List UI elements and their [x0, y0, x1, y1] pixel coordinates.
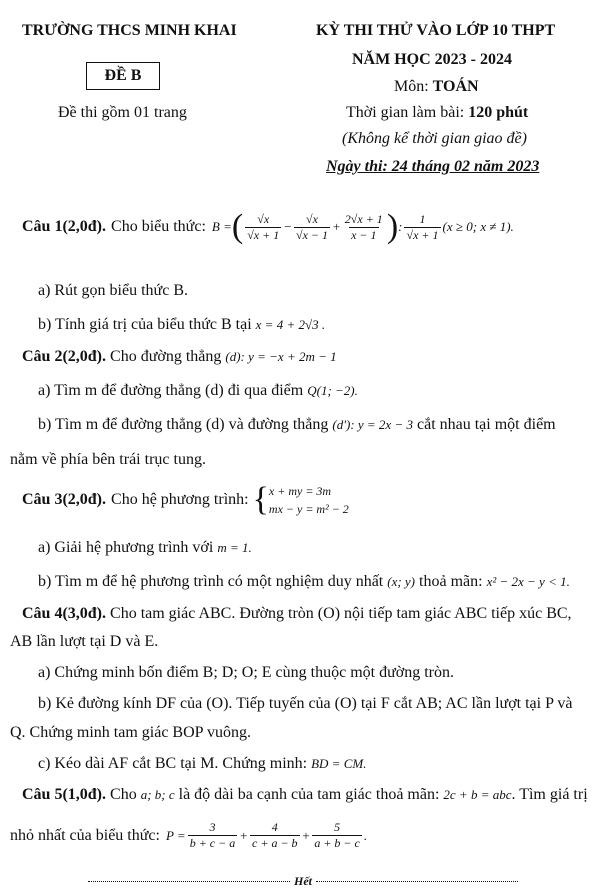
- school-year: NĂM HỌC 2023 - 2024: [352, 51, 512, 68]
- question-2: Câu 2(2,0đ). Cho đường thẳng (d): y = −x + 2m − 1: [22, 348, 337, 365]
- time-value: 120 phút: [468, 104, 529, 121]
- condition: (x ≥ 0; x ≠ 1).: [442, 219, 514, 234]
- question-1a: a) Rút gọn biểu thức B.: [38, 282, 188, 299]
- page-count: Đề thi gồm 01 trang: [58, 104, 187, 121]
- right-paren: ): [386, 208, 399, 245]
- p-fraction-1: $\frac{3}{b + c - a}$: [189, 820, 236, 850]
- question-1b: b) Tính giá trị của biểu thức B tại x = 4 + 2√3 .: [38, 316, 326, 333]
- question-4c: c) Kéo dài AF cắt BC tại M. Chứng minh: BD = CM.: [38, 755, 367, 772]
- question-1: Câu 1(2,0đ). Cho biểu thức: B = ( $\frac{√x}{√x + 1}$ − $\frac{√x}{√x - 1}$ + $\frac{2√x + 1}{x - 1}$ ) : $\frac{1}{√x + 1}$ (x ≥ 0; x ≠ 1).: [22, 208, 514, 245]
- p-fraction-2: $\frac{4}{c + a - b}$: [252, 820, 298, 850]
- time-line: [346, 104, 528, 122]
- question-3b: b) Tìm m để hệ phương trình có một nghiệm duy nhất (x; y) thoả mãn: x² − 2x − y < 1.: [38, 573, 570, 590]
- question-3: Câu 3(2,0đ). Cho hệ phương trình: { x + my = 3m mx − y = m² − 2: [22, 481, 349, 518]
- question-3a: a) Giải hệ phương trình với m = 1.: [38, 539, 252, 556]
- question-1-title: Câu 1(2,0đ).: [22, 218, 107, 235]
- question-4b-cont: Q. Chứng minh tam giác BOP vuông.: [10, 724, 251, 741]
- school-name: TRƯỜNG THCS MINH KHAI: [22, 22, 237, 39]
- time-note: (Không kể thời gian giao đề): [342, 130, 527, 147]
- expr-lhs: B =: [211, 219, 232, 234]
- p-fraction-3: $\frac{5}{a + b - c}$: [314, 820, 360, 850]
- division-sign: :: [398, 219, 403, 234]
- question-4b: b) Kẻ đường kính DF của (O). Tiếp tuyến của (O) tại F cắt AB; AC lần lượt tại P và: [38, 695, 573, 712]
- system-brace: {: [252, 481, 269, 518]
- separator-right: [316, 881, 518, 882]
- left-paren: (: [231, 208, 244, 245]
- footer-separator: [88, 874, 518, 889]
- fraction-4: $\frac{1}{√x + 1}$: [406, 211, 439, 242]
- equation-system: x + my = 3m mx − y = m² − 2: [268, 484, 349, 516]
- end-marker: Hết: [294, 874, 312, 888]
- question-2a: a) Tìm m để đường thẳng (d) đi qua điểm Q(1; −2).: [38, 382, 358, 399]
- fraction-1: $\frac{√x}{√x + 1}$: [247, 211, 280, 242]
- fraction-2: $\frac{√x}{√x - 1}$: [296, 211, 329, 242]
- exam-date: Ngày thi: 24 tháng 02 năm 2023: [326, 158, 540, 175]
- question-5-cont: nhỏ nhất của biểu thức: P = $\frac{3}{b + c - a}$ + $\frac{4}{c + a - b}$ + $\frac{5}{a + b - c}$ .: [10, 820, 368, 850]
- exam-code-box: ĐỀ B: [86, 62, 160, 90]
- subject-label: Môn:: [394, 78, 433, 95]
- exam-title: KỲ THI THỬ VÀO LỚP 10 THPT: [316, 22, 556, 39]
- question-4: Câu 4(3,0đ). Cho tam giác ABC. Đường tròn (O) nội tiếp tam giác ABC tiếp xúc BC,: [22, 605, 572, 622]
- question-1-intro: Cho biểu thức:: [111, 218, 206, 235]
- question-4-cont: AB lần lượt tại D và E.: [10, 633, 159, 650]
- separator-left: [88, 881, 290, 882]
- question-4a: a) Chứng minh bốn điểm B; D; O; E cùng thuộc một đường tròn.: [38, 664, 454, 681]
- fraction-3: $\frac{2√x + 1}{x - 1}$: [344, 211, 383, 242]
- question-2b: b) Tìm m để đường thẳng (d) và đường thẳng (d'): y = 2x − 3 cắt nhau tại một điểm: [38, 416, 556, 433]
- question-2b-cont: nằm về phía bên trái trục tung.: [10, 451, 206, 468]
- time-label: Thời gian làm bài:: [346, 104, 469, 121]
- subject-name: TOÁN: [432, 78, 479, 95]
- question-5: Câu 5(1,0đ). Cho a; b; c là độ dài ba cạnh của tam giác thoả mãn: 2c + b = abc. Tìm giá trị: [22, 786, 588, 803]
- subject-line: [394, 78, 479, 96]
